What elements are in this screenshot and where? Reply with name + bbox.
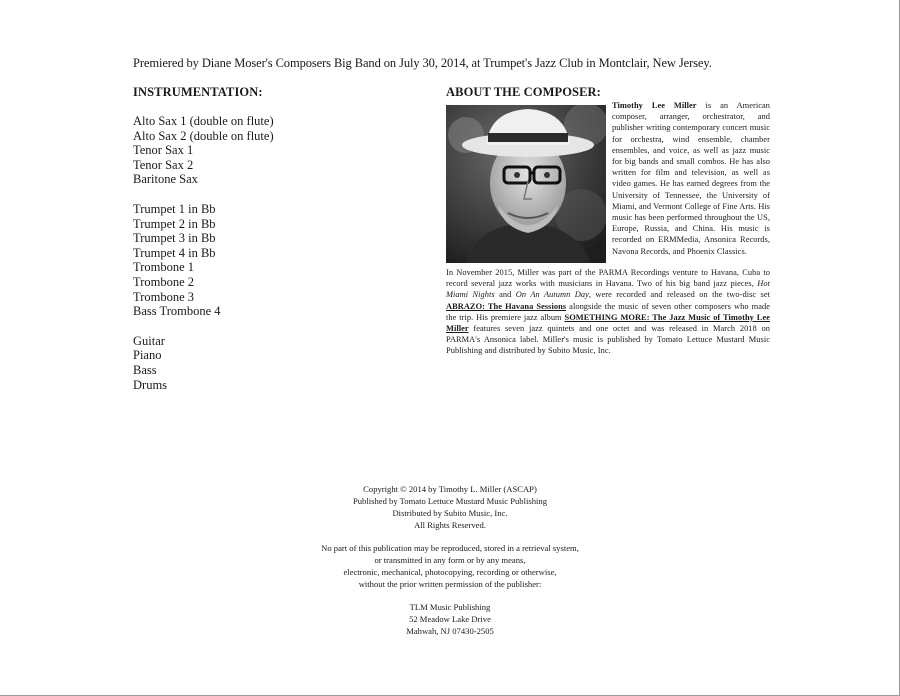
instrument-line: Bass xyxy=(133,362,157,377)
album-title-something-more: SOMETHING MORE: The Jazz Music of Timothy Lee Miller xyxy=(446,312,770,334)
instrument-line: Alto Sax 1 (double on flute) xyxy=(133,114,274,128)
instrument-group-saxes xyxy=(133,114,413,187)
about-composer-section xyxy=(446,85,770,357)
publisher-address-block xyxy=(250,601,650,637)
bio-text: features seven jazz quintets and one octet and was released in March 2018 on PARMA's Ansonica label. Miller's music is published by Tomato Lettuce Mustard Music Publishing and distributed by Subito Music, Inc. xyxy=(446,324,770,356)
instrument-line: Trumpet 4 in Bb xyxy=(133,245,216,260)
instrument-line: Guitar xyxy=(133,333,165,348)
composer-bio-paragraph-2 xyxy=(446,267,770,357)
composer-portrait-image xyxy=(446,105,606,263)
footer-line: Mahwah, NJ 07430-2505 xyxy=(406,626,494,636)
instrument-line: Piano xyxy=(133,348,162,363)
footer-line: electronic, mechanical, photocopying, recording or otherwise, xyxy=(343,567,557,577)
footer-line: TLM Music Publishing xyxy=(409,602,491,612)
copyright-block xyxy=(250,483,650,531)
about-heading: ABOUT THE COMPOSER: xyxy=(446,85,601,99)
instrument-line: Trumpet 1 in Bb xyxy=(133,201,216,216)
permission-notice-block xyxy=(250,542,650,590)
instrument-line: Alto Sax 2 (double on flute) xyxy=(133,128,274,143)
instrument-group-rhythm xyxy=(133,334,413,392)
instrument-line: Tenor Sax 1 xyxy=(133,143,194,158)
album-title-abrazo: ABRAZO: The Havana Sessions xyxy=(446,301,567,311)
instrument-group-brass xyxy=(133,202,413,319)
instrument-line: Trombone 1 xyxy=(133,260,195,275)
footer-line: No part of this publication may be reproduced, stored in a retrieval system, xyxy=(321,543,579,553)
piece-title: Hot Miami Nights xyxy=(446,279,770,300)
copyright-footer xyxy=(250,483,650,637)
footer-line: Distributed by Subito Music, Inc. xyxy=(392,508,508,518)
instrument-line: Trombone 2 xyxy=(133,274,195,289)
instrument-line: Trombone 3 xyxy=(133,289,195,304)
instrumentation-heading: INSTRUMENTATION: xyxy=(133,85,263,99)
bio-text: is an American composer, arranger, orchestrator, and publisher writing contemporary concert music for orchestra, wind ensemble, chamber ensembles, and voice, as well as jazz music for big bands and small combos. He has also written for film and television, as well as video games. He has earned degrees from the University of Tennessee, the University of Miami, and Vermont College of Fine Arts. His music has been performed throughout the US, Europe, Russia, and China. His music is recorded on ERMMedia, Ansonica Records, Navona Records, and Phoenix Classics. xyxy=(612,101,770,256)
composer-photo xyxy=(446,105,606,263)
footer-line: All Rights Reserved. xyxy=(414,520,486,530)
footer-line: or transmitted in any form or by any means, xyxy=(374,555,526,565)
instrument-line: Tenor Sax 2 xyxy=(133,157,194,172)
footer-line: Copyright © 2014 by Timothy L. Miller (ASCAP) xyxy=(363,484,537,494)
instrument-line: Bass Trombone 4 xyxy=(133,304,221,319)
footer-line: 52 Meadow Lake Drive xyxy=(409,614,491,624)
instrument-line: Baritone Sax xyxy=(133,172,198,187)
bio-text: , were recorded and released on the two-disc set xyxy=(588,290,771,300)
bio-text: and xyxy=(494,290,516,300)
footer-line: without the prior written permission of the publisher: xyxy=(358,579,542,589)
instrument-line: Trumpet 3 in Bb xyxy=(133,231,216,246)
composer-name: Timothy Lee Miller xyxy=(612,101,697,110)
instrumentation-section xyxy=(133,85,413,392)
bio-text: alongside the music of seven other composers who made the trip. His premiere jazz album xyxy=(446,301,770,322)
bio-text: In November 2015, Miller was part of the PARMA Recordings venture to Havana, Cuba to record several jazz works with musicians in Havana. Two of his big band jazz pieces, xyxy=(446,268,770,289)
instrument-line: Drums xyxy=(133,377,168,392)
instrument-line: Trumpet 2 in Bb xyxy=(133,216,216,231)
premiere-note: Premiered by Diane Moser's Composers Big Band on July 30, 2014, at Trumpet's Jazz Club in Montclair, New Jersey. xyxy=(133,56,712,70)
piece-title: On An Autumn Day xyxy=(515,290,589,300)
footer-line: Published by Tomato Lettuce Mustard Music Publishing xyxy=(352,496,548,506)
